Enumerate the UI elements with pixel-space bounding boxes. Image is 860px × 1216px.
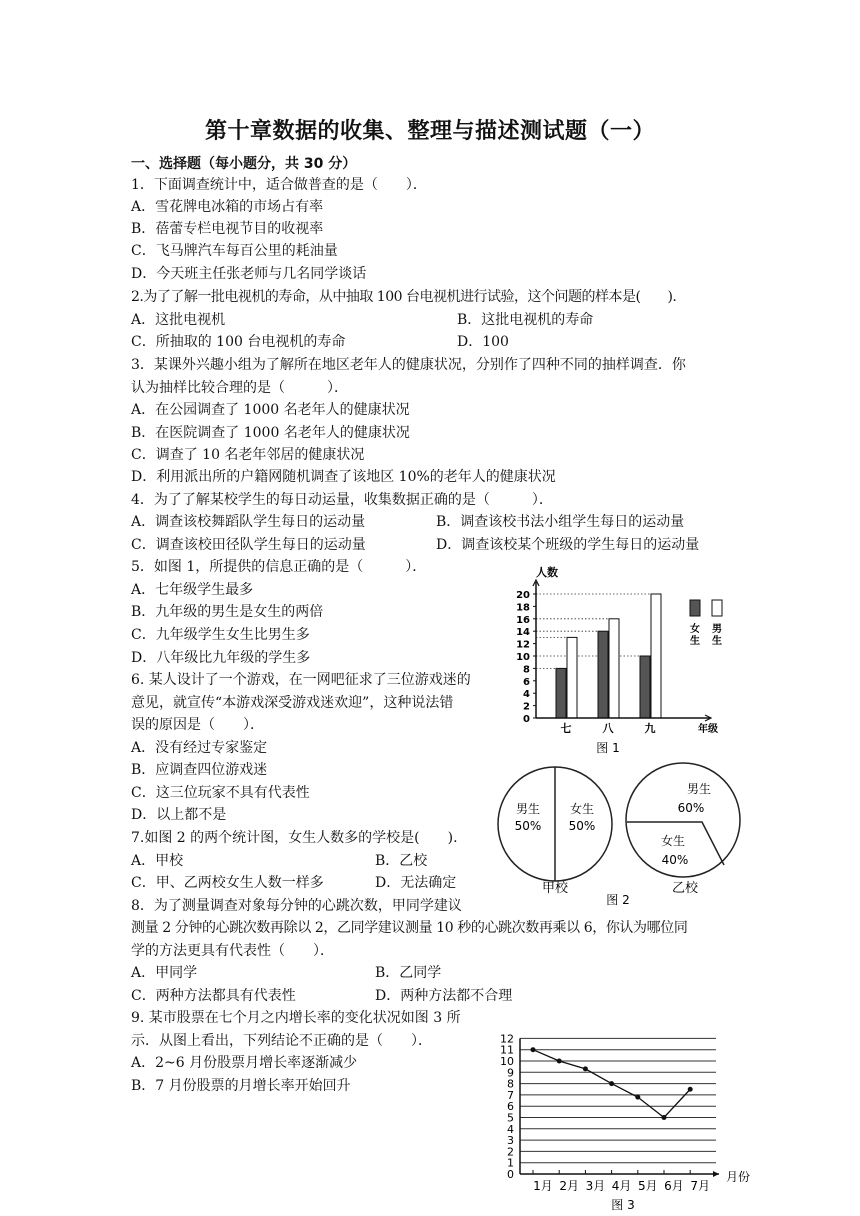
y-axis-label: 人数	[536, 566, 558, 579]
figure-1-bar-chart	[500, 560, 740, 760]
q2-option-a: A．这批电视机	[131, 312, 226, 328]
x-tick-label: 七	[560, 722, 572, 735]
q3-option-b: B．在医院调查了 1000 名老年人的健康状况	[131, 425, 410, 441]
q1-option-b: B．蓓蕾专栏电视节目的收视率	[131, 221, 324, 237]
y-tick-label: 8	[507, 1077, 514, 1091]
q2-option-c: C．所抽取的 100 台电视机的寿命	[131, 334, 346, 350]
q8-stem-cont1: 测量 2 分钟的心跳次数再除以 2，乙同学建议测量 10 秒的心跳次数再乘以 6，你认为哪位同	[131, 920, 688, 936]
x-tick-label: 1月	[533, 1179, 553, 1193]
q5-option-d: D．八年级比九年级的学生多	[131, 650, 311, 666]
q5-stem: 5．如图 1，所提供的信息正确的是（ ）．	[131, 559, 427, 575]
x-tick-label: 4月	[611, 1179, 632, 1193]
q1-option-a: A．雪花牌电冰箱的市场占有率	[131, 199, 324, 215]
pie-b-female-label: 女生	[660, 834, 686, 848]
figure-3-line-chart	[496, 1018, 756, 1214]
bar-female-九	[640, 656, 650, 718]
q9-stem: 9. 某市股票在七个月之内增长率的变化状况如图 3 所	[131, 1010, 461, 1026]
y-tick-label: 7	[507, 1088, 514, 1102]
q1-stem: 1．下面调查统计中，适合做普查的是（ ）．	[131, 177, 427, 193]
q6-option-d: D．以上都不是	[131, 807, 227, 823]
q5-option-b: B．九年级的男生是女生的两倍	[131, 604, 324, 620]
x-tick-label: 九	[644, 722, 656, 735]
pie-b-male-label: 男生	[686, 782, 712, 796]
pie-a-female-label: 女生	[569, 802, 595, 816]
pie-b-school-label: 乙校	[671, 881, 699, 896]
x-axis-arrow	[713, 1171, 719, 1177]
q4-option-c: C．调查该校田径队学生每日的运动量	[131, 537, 366, 553]
figure-1-caption: 图 1	[596, 741, 620, 755]
page-title: 第十章数据的收集、整理与描述测试题（一）	[204, 119, 655, 144]
q3-option-c: C．调查了 10 名老年邻居的健康状况	[131, 447, 365, 463]
y-tick-label: 16	[516, 614, 530, 626]
y-tick-label: 8	[523, 664, 530, 676]
bar-female-七	[556, 668, 566, 718]
data-point	[583, 1066, 588, 1071]
q3-stem-cont: 认为抽样比较合理的是（ ）．	[131, 380, 348, 396]
q6-stem: 6. 某人设计了一个游戏，在一网吧征求了三位游戏迷的	[131, 672, 471, 688]
legend-female-swatch	[690, 600, 700, 616]
q1-option-c: C．飞马牌汽车每百公里的耗油量	[131, 243, 338, 259]
y-tick-label: 2	[523, 701, 530, 713]
y-tick-label: 1	[507, 1156, 514, 1170]
y-tick-label: 10	[500, 1055, 514, 1068]
q6-option-b: B．应调查四位游戏迷	[131, 762, 268, 778]
y-tick-label: 4	[523, 689, 530, 701]
q6-option-c: C．这三位玩家不具有代表性	[131, 785, 310, 801]
x-tick-label: 6月	[664, 1179, 684, 1193]
q4-option-b: B．调查该校书法小组学生每日的运动量	[436, 514, 685, 530]
pie-a-male-label: 男生	[515, 802, 541, 816]
q8-option-c: C．两种方法都具有代表性	[131, 988, 296, 1004]
x-tick-label: 7月	[690, 1179, 711, 1193]
q4-stem: 4．为了了解某校学生的每日动运量，收集数据正确的是（ ）．	[131, 492, 553, 508]
x-axis-label: 年级	[698, 724, 718, 735]
q9-option-b: B．7 月份股票的月增长率开始回升	[131, 1078, 351, 1094]
y-tick-label: 12	[516, 639, 530, 651]
q8-option-b: B．乙同学	[375, 965, 442, 981]
q5-option-c: C．九年级学生女生比男生多	[131, 627, 310, 643]
q2-option-b: B．这批电视机的寿命	[457, 312, 594, 328]
x-tick-label: 八	[602, 722, 614, 735]
y-tick-label: 9	[507, 1066, 514, 1080]
figure-2-pie-charts	[495, 758, 750, 910]
figure-3-caption: 图 3	[611, 1198, 635, 1212]
q9-option-a: A．2~6 月份股票月增长率逐渐减少	[131, 1055, 358, 1071]
q3-option-d: D．利用派出所的户籍网随机调查了该地区 10%的老年人的健康状况	[131, 469, 556, 485]
x-tick-label: 5月	[637, 1179, 658, 1193]
y-tick-label: 6	[523, 676, 530, 688]
pie-b-female-pct: 40%	[661, 853, 689, 867]
y-tick-label: 10	[516, 652, 530, 663]
x-axis-label: 月份	[726, 1170, 751, 1184]
q2-stem: 2.为了了解一批电视机的寿命，从中抽取 100 台电视机进行试验，这个问题的样本是( ).	[131, 289, 677, 305]
q3-stem: 3．某课外兴趣小组为了解所在地区老年人的健康状况，分别作了四种不同的抽样调查．你	[131, 357, 686, 373]
q7-option-b: B．乙校	[375, 853, 428, 869]
data-point	[557, 1059, 562, 1064]
y-tick-label: 6	[507, 1100, 514, 1114]
q7-option-c: C．甲、乙两校女生人数一样多	[131, 875, 324, 891]
y-tick-label: 4	[507, 1122, 514, 1136]
bar-male-七	[567, 637, 577, 718]
q1-option-d: D．今天班主任张老师与几名同学谈话	[131, 266, 367, 282]
x-tick-label: 2月	[559, 1179, 580, 1193]
data-point	[531, 1047, 536, 1052]
q9-stem-cont: 示．从图上看出，下列结论不正确的是（ ）．	[131, 1033, 432, 1049]
y-tick-label: 14	[516, 627, 530, 639]
q4-option-a: A．调查该校舞蹈队学生每日的运动量	[131, 514, 366, 530]
q8-option-d: D．两种方法都不合理	[375, 988, 513, 1004]
legend-male-swatch	[712, 600, 722, 616]
y-tick-label: 11	[500, 1043, 514, 1057]
y-tick-label: 3	[507, 1134, 514, 1148]
y-tick-label: 18	[516, 602, 530, 614]
q5-option-a: A．七年级学生最多	[131, 582, 254, 598]
section-heading: 一、选择题（每小题分，共 30 分）	[131, 156, 357, 172]
q6-stem-cont2: 误的原因是（ ）．	[131, 717, 264, 733]
pie-a-school-label: 甲校	[541, 881, 569, 896]
bar-male-九	[651, 594, 661, 718]
pie-a-female-pct: 50%	[568, 819, 596, 833]
y-tick-label: 0	[523, 714, 530, 725]
q7-option-a: A．甲校	[131, 853, 184, 869]
q8-option-a: A．甲同学	[131, 965, 198, 981]
data-point	[662, 1115, 667, 1120]
data-point	[635, 1095, 640, 1100]
pie-a-male-pct: 50%	[514, 819, 542, 833]
q7-stem: 7.如图 2 的两个统计图，女生人数多的学校是( ).	[131, 830, 458, 846]
y-tick-label: 2	[507, 1145, 514, 1159]
data-point	[609, 1081, 614, 1086]
q6-option-a: A．没有经过专家鉴定	[131, 740, 268, 756]
q3-option-a: A．在公园调查了 1000 名老年人的健康状况	[131, 402, 410, 418]
y-tick-label: 0	[507, 1168, 514, 1181]
q2-option-d: D．100	[457, 334, 509, 350]
y-tick-label: 20	[516, 590, 530, 601]
q4-option-d: D．调查该校某个班级的学生每日的运动量	[436, 537, 700, 553]
y-tick-label: 5	[507, 1111, 514, 1125]
legend-male-label: 男生	[712, 624, 722, 647]
q7-option-d: D．无法确定	[375, 875, 457, 891]
legend-female-label: 女生	[690, 624, 700, 647]
q8-stem: 8．为了测量调查对象每分钟的心跳次数，甲同学建议	[131, 898, 462, 914]
data-point	[688, 1087, 693, 1092]
bar-female-八	[598, 631, 608, 718]
y-tick-label: 12	[500, 1032, 514, 1046]
figure-2-caption: 图 2	[606, 893, 630, 907]
pie-b-male-pct: 60%	[677, 801, 705, 815]
bar-male-八	[609, 619, 619, 718]
x-tick-label: 3月	[585, 1179, 606, 1193]
q6-stem-cont1: 意见，就宣传“本游戏深受游戏迷欢迎”，这种说法错	[131, 695, 454, 711]
q8-stem-cont2: 学的方法更具有代表性（ ）．	[131, 943, 334, 959]
